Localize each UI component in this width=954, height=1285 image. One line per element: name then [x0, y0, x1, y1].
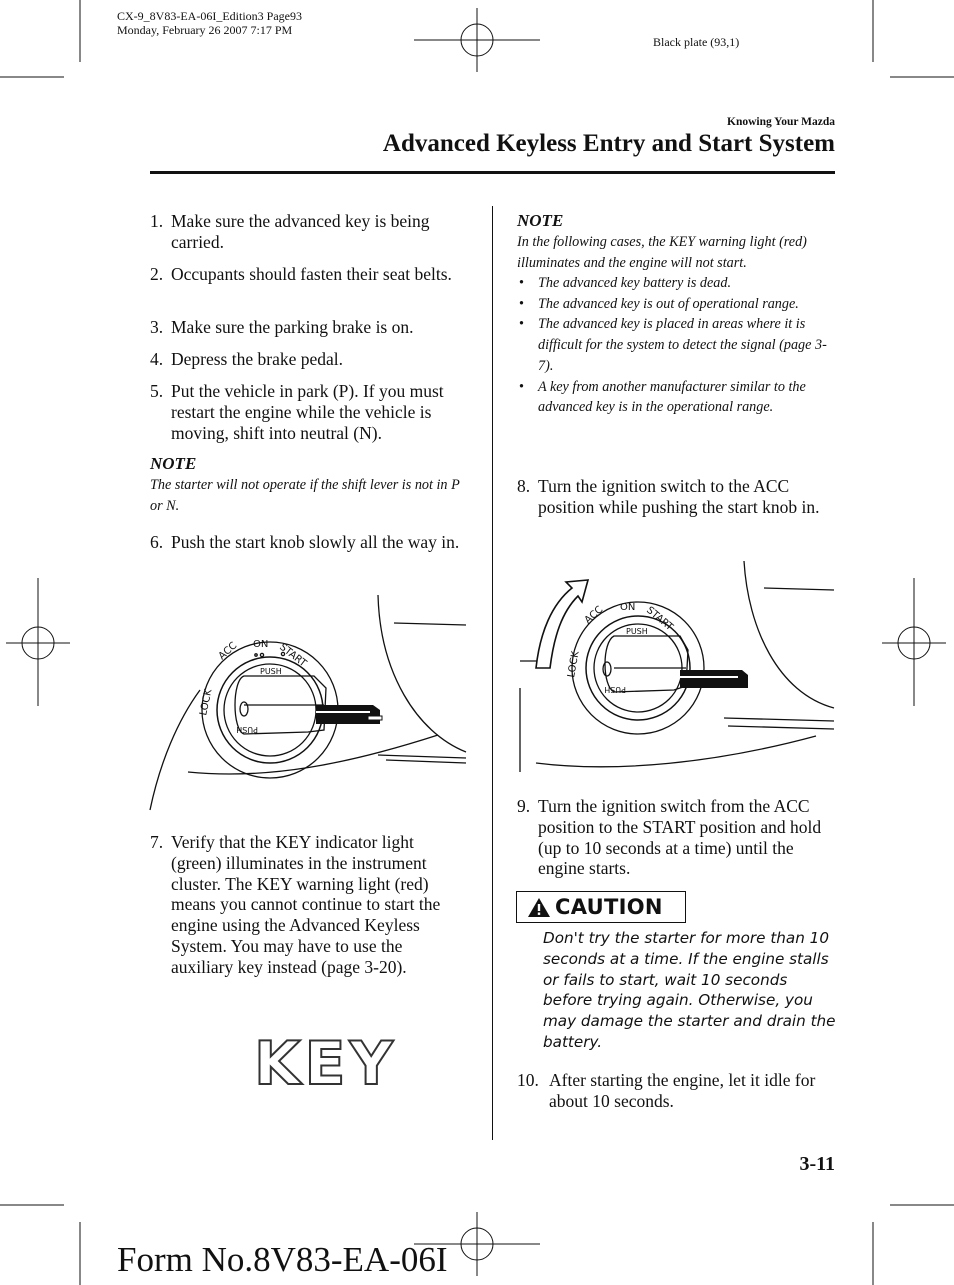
step-text: After starting the engine, let it idle for about 10 seconds. [549, 1070, 816, 1111]
step-item [150, 349, 465, 370]
caution-text: Don't try the starter for more than 10 seconds at a time. If the engine stalls or fails to start, wait 10 seconds before trying again. Otherwise, you may damage the starter and drain the battery. [543, 929, 836, 1051]
acc-label: ACC [582, 604, 606, 627]
step-text: Verify that the KEY indicator light (green) illuminates in the instrument cluster. The KEY warning light (red) means you cannot continue to start the engine using the Advanced Keyless System. You may have to use the auxiliary key instead (page 3-20). [171, 832, 441, 977]
on-label: ON [253, 639, 269, 650]
step-item [150, 532, 465, 553]
step-text: Turn the ignition switch to the ACC position while pushing the start knob in. [538, 476, 820, 517]
step-text: Put the vehicle in park (P). If you must restart the engine while the vehicle is moving, shift into neutral (N). [171, 381, 444, 443]
step-text: Make sure the advanced key is being carried. [171, 211, 430, 252]
note-intro: In the following cases, the KEY warning light (red) illuminates and the engine will not start. [517, 234, 807, 271]
step-item [150, 264, 465, 285]
note-heading: NOTE [517, 211, 564, 230]
caution-label: CAUTION [555, 895, 663, 919]
push-label: PUSH [626, 627, 648, 636]
form-number: Form No.8V83-EA-06I [117, 1240, 448, 1279]
lock-label: LOCK [198, 688, 215, 717]
title-rule [150, 171, 835, 174]
page-number: 3-11 [799, 1153, 835, 1175]
push-label-inverted: PUSH [236, 725, 258, 734]
step-number: 7. [150, 832, 164, 852]
section-label: Knowing Your Mazda [727, 116, 835, 128]
step-number: 1. [150, 211, 164, 231]
note-text: The starter will not operate if the shift lever is not in P or N. [150, 477, 460, 514]
ignition-push-illustration [148, 592, 468, 812]
step-item [150, 381, 465, 443]
step-number: 4. [150, 349, 164, 369]
plate-label: Black plate (93,1) [653, 35, 740, 49]
note-bullet-list [517, 273, 835, 418]
note-heading: NOTE [150, 454, 197, 473]
push-label-inverted: PUSH [604, 685, 626, 694]
push-label: PUSH [260, 667, 282, 676]
page-title: Advanced Keyless Entry and Start System [382, 130, 835, 157]
list-item [517, 294, 835, 315]
step-number: 9. [517, 796, 531, 816]
list-item [517, 377, 835, 418]
step-number: 6. [150, 532, 164, 552]
step-text: Push the start knob slowly all the way in. [171, 532, 460, 552]
on-label: ON [620, 602, 636, 613]
key-indicator-text: KEY [254, 1029, 397, 1099]
step-number: 5. [150, 381, 164, 401]
list-item [517, 314, 835, 376]
bullet-icon: • [519, 275, 524, 291]
key-indicator-icon [252, 1029, 397, 1099]
step-item [150, 211, 465, 253]
step-item [517, 1070, 837, 1112]
caution-banner [516, 891, 686, 923]
bullet-icon: • [519, 316, 524, 333]
warning-triangle-icon [527, 897, 551, 918]
bullet-icon: • [519, 295, 524, 312]
print-date-line: Monday, February 26 2007 7:17 PM [117, 23, 293, 37]
bullet-text: The advanced key is out of operational range. [538, 295, 799, 312]
start-label: START [277, 641, 309, 670]
start-label: START [644, 604, 675, 634]
step-text: Turn the ignition switch from the ACC position to the START position and hold (up to 10 seconds at a time) until the engine starts. [538, 796, 822, 879]
step-text: Make sure the parking brake is on. [171, 317, 414, 337]
column-divider [492, 206, 493, 1140]
step-text: Depress the brake pedal. [171, 349, 344, 369]
acc-label: ACC [216, 640, 240, 663]
step-item [517, 476, 822, 518]
step-item [150, 317, 465, 338]
step-number: 10. [517, 1070, 539, 1090]
step-number: 8. [517, 476, 531, 496]
step-number: 2. [150, 264, 164, 284]
step-item [150, 832, 465, 978]
step-number: 3. [150, 317, 164, 337]
print-job-line: CX-9_8V83-EA-06I_Edition3 Page93 [117, 9, 302, 23]
ignition-turn-illustration [516, 558, 836, 778]
step-item [517, 796, 835, 879]
step-text: Occupants should fasten their seat belts. [171, 264, 452, 284]
lock-label: LOCK [566, 650, 582, 679]
bullet-text: The advanced key is placed in areas where it is difficult for the system to detect the signal (page 3-7). [538, 316, 827, 374]
bullet-icon: • [519, 378, 524, 395]
bullet-text: The advanced key battery is dead. [538, 275, 732, 291]
bullet-text: A key from another manufacturer similar to the advanced key is in the operational range. [538, 378, 806, 416]
list-item [517, 273, 835, 294]
